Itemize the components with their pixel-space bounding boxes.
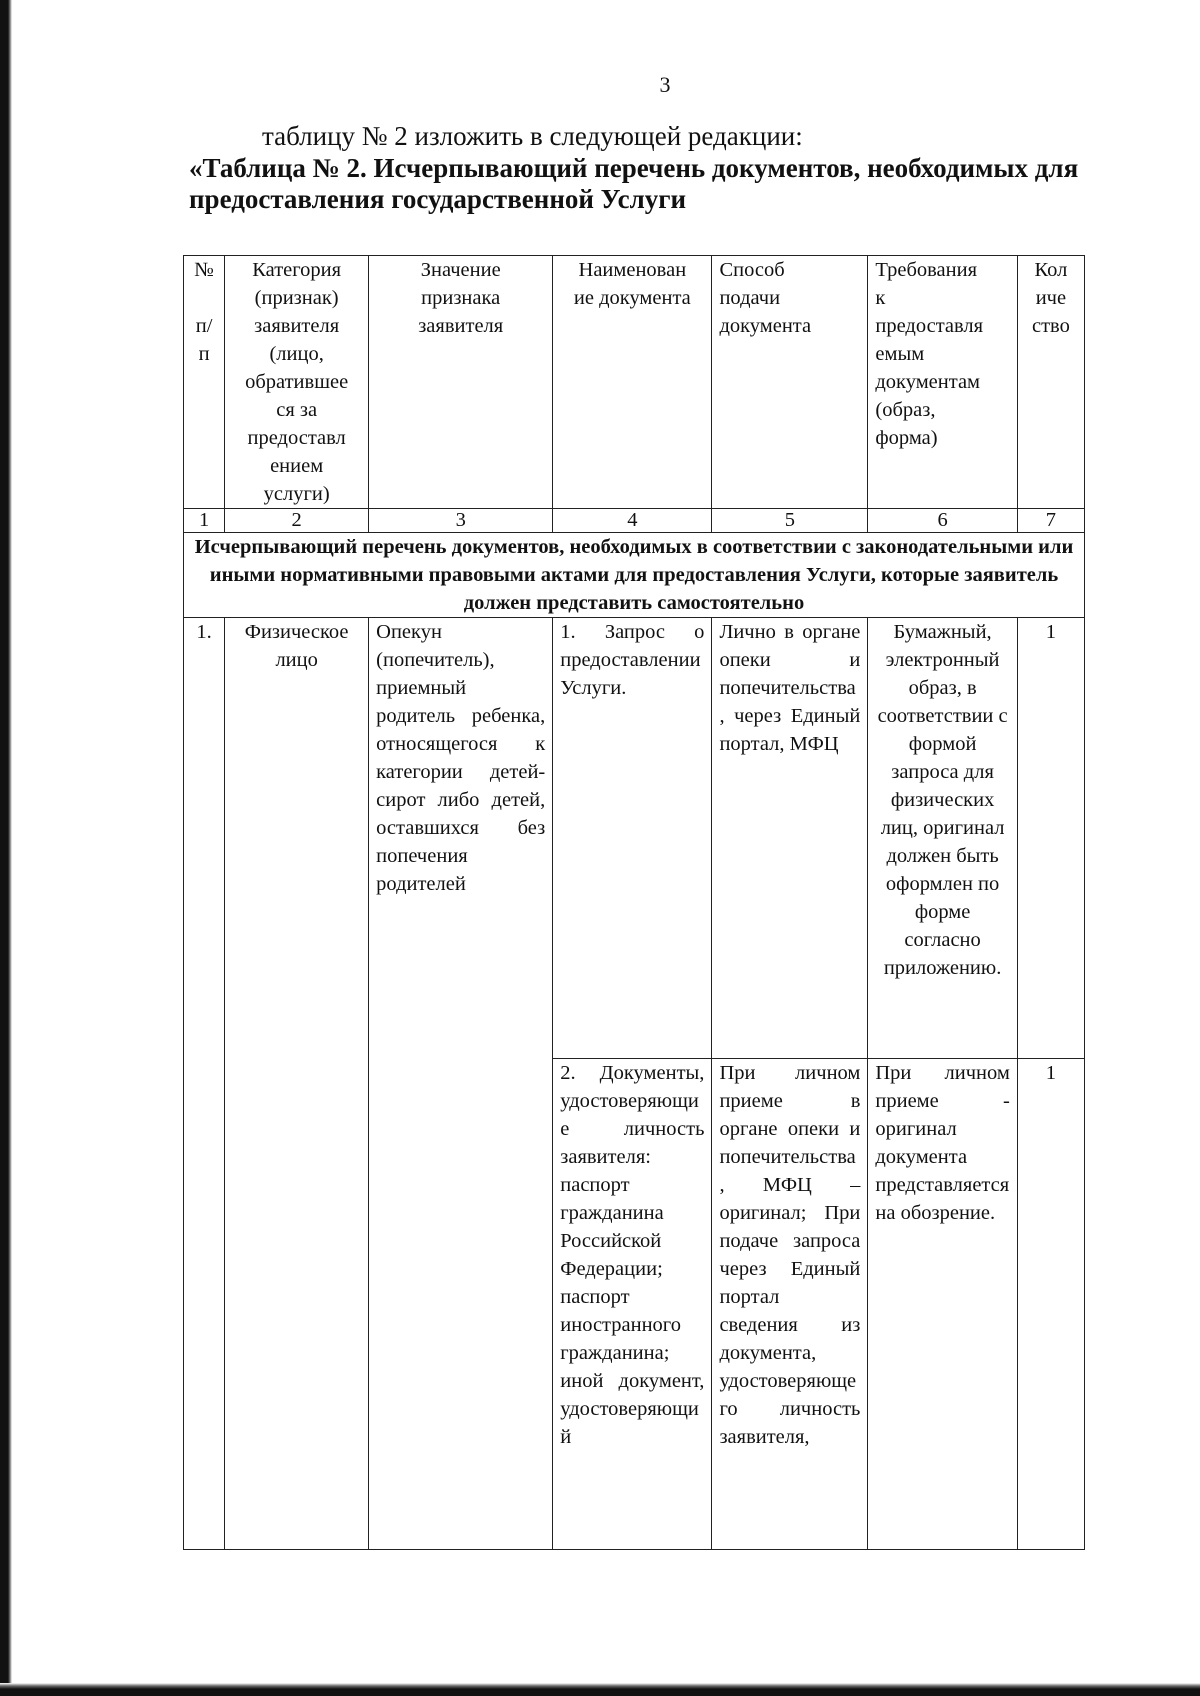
column-number: 6 [868, 509, 1017, 533]
column-number: 4 [553, 509, 712, 533]
scan-edge-left [0, 0, 12, 1696]
method-cell: Лично в органе опеки и попечительства, через Единый портал, МФЦ [712, 618, 868, 1059]
column-number: 3 [369, 509, 553, 533]
requirements-cell: При личном приеме - оригинал документа представляется на обозрение. [868, 1059, 1017, 1550]
documents-table [183, 255, 1085, 1550]
column-number: 5 [712, 509, 868, 533]
scan-edge-bottom [0, 1683, 1200, 1696]
column-number: 2 [225, 509, 369, 533]
page-number: 3 [659, 72, 671, 97]
intro-text: таблицу № 2 изложить в следующей редакции: [262, 121, 803, 151]
header-cell-value: Значение признака заявителя [369, 256, 553, 509]
column-number: 7 [1017, 509, 1084, 533]
column-number: 1 [184, 509, 225, 533]
category-cell: Физическое лицо [225, 618, 369, 1550]
row-number-cell: 1. [184, 618, 225, 1550]
method-cell: При личном приеме в органе опеки и попечительства, МФЦ – оригинал; При подаче запроса через Единый портал сведения из документа, удостоверяющего личность заявителя, [712, 1059, 868, 1550]
document-cell: 2. Документы, удостоверяющие личность заявителя: паспорт гражданина Российской Федерации; паспорт иностранного гражданина; иной документ, удостоверяющий [553, 1059, 712, 1550]
requirements-cell: Бумажный, электронный образ, в соответствии с формой запроса для физических лиц, оригинал должен быть оформлен по форме согласно приложению. [868, 618, 1017, 1059]
section-title: Исчерпывающий перечень документов, необходимых в соответствии с законодательными или иными нормативными правовыми актами для предоставления Услуги, которые заявитель должен представить самостоятельно [184, 533, 1085, 618]
count-cell: 1 [1017, 618, 1084, 1059]
header-cell-requirements: Требования к предоставля емым документам (образ, форма) [868, 256, 1017, 509]
header-row [184, 256, 1085, 509]
header-cell-category: Категория (признак) заявителя (лицо, обратившее ся за предоставл ением услуги) [225, 256, 369, 509]
table-title: «Таблица № 2. Исчерпывающий перечень документов, необходимых для предоставления государственной Услуги [189, 153, 1079, 214]
section-title-row [184, 533, 1085, 618]
header-cell-document: Наименован ие документа [553, 256, 712, 509]
value-cell: Опекун (попечитель), приемный родитель ребенка, относящегося к категории детей-сирот либо детей, оставшихся без попечения родителей [369, 618, 553, 1550]
column-number-row [184, 509, 1085, 533]
document-cell: 1. Запрос о предоставлении Услуги. [553, 618, 712, 1059]
table-row [184, 618, 1085, 1059]
header-cell-method: Способ подачи документа [712, 256, 868, 509]
count-cell: 1 [1017, 1059, 1084, 1550]
header-cell-number: № п/ п [184, 256, 225, 509]
header-cell-count: Кол иче ство [1017, 256, 1084, 509]
